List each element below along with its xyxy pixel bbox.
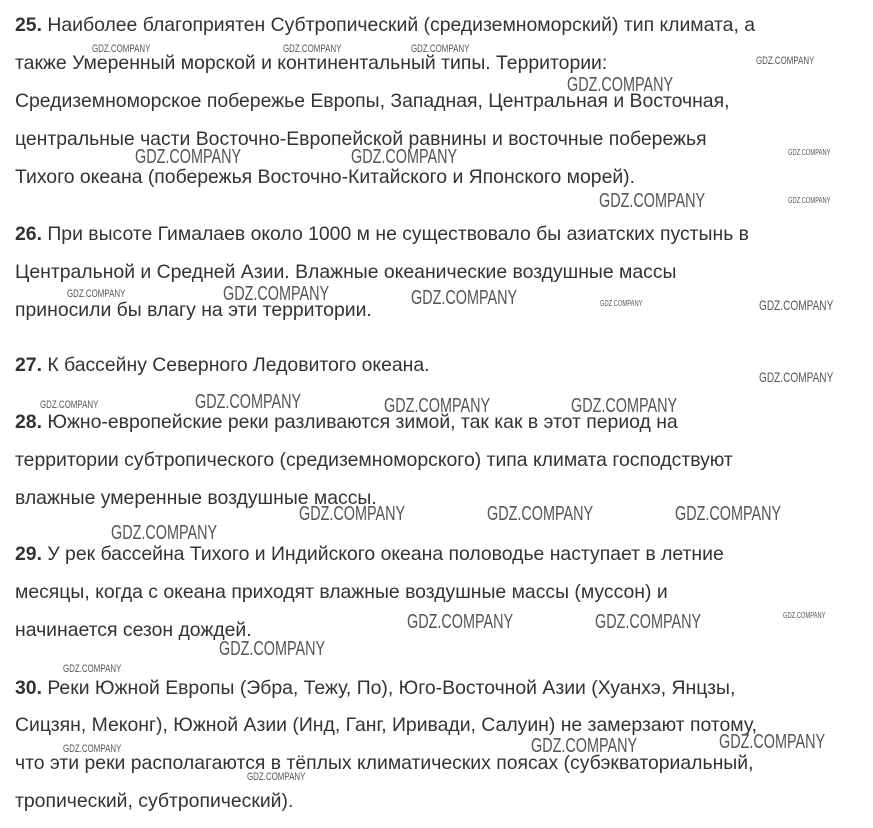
watermark: GDZ.COMPANY bbox=[571, 395, 678, 417]
watermark: GDZ.COMPANY bbox=[63, 663, 122, 675]
answer-25-line-1: 25. Наиболее благоприятен Субтропический (средиземноморский) тип климата, а bbox=[15, 14, 755, 36]
watermark: GDZ.COMPANY bbox=[195, 391, 302, 413]
watermark: GDZ.COMPANY bbox=[567, 74, 674, 96]
answer-26-line-3: приносили бы влагу на эти территории. bbox=[15, 299, 372, 321]
answer-25-number: 25. bbox=[15, 14, 42, 36]
answer-28-number: 28. bbox=[15, 411, 42, 433]
watermark: GDZ.COMPANY bbox=[675, 503, 782, 525]
watermark: GDZ.COMPANY bbox=[67, 288, 126, 300]
answer-26-line-1: 26. При высоте Гималаев около 1000 м не существовало бы азиатских пустынь в bbox=[15, 223, 749, 245]
watermark: GDZ.COMPANY bbox=[247, 771, 306, 783]
watermark: GDZ.COMPANY bbox=[63, 743, 122, 755]
answer-25-line-2: также Умеренный морской и континентальный типы. Территории: bbox=[15, 52, 608, 74]
answer-30-number: 30. bbox=[15, 677, 42, 699]
watermark: GDZ.COMPANY bbox=[223, 283, 330, 305]
watermark: GDZ.COMPANY bbox=[599, 190, 706, 212]
watermark: GDZ.COMPANY bbox=[719, 731, 826, 753]
watermark: GDZ.COMPANY bbox=[411, 43, 470, 55]
watermark: GDZ.COMPANY bbox=[759, 369, 834, 385]
watermark: GDZ.COMPANY bbox=[283, 43, 342, 55]
answer-29-line-3: начинается сезон дождей. bbox=[15, 619, 252, 641]
answer-30-line-2: Сицзян, Меконг), Южной Азии (Инд, Ганг, Иривади, Салуин) не замерзают потому, bbox=[15, 714, 758, 736]
answer-25-line-3: Средиземноморское побережье Европы, Западная, Центральная и Восточная, bbox=[15, 90, 730, 112]
answer-28-line-1: 28. Южно-европейские реки разливаются зимой, так как в этот период на bbox=[15, 411, 678, 433]
watermark: GDZ.COMPANY bbox=[531, 735, 638, 757]
watermark: GDZ.COMPANY bbox=[788, 196, 831, 205]
watermark: GDZ.COMPANY bbox=[40, 399, 99, 411]
watermark: GDZ.COMPANY bbox=[487, 503, 594, 525]
answer-26-line-2: Центральной и Средней Азии. Влажные океанические воздушные массы bbox=[15, 261, 677, 283]
answer-30-line-3: что эти реки располагаются в тёплых климатических поясах (субэкваториальный, bbox=[15, 752, 754, 774]
watermark: GDZ.COMPANY bbox=[111, 522, 218, 544]
watermark: GDZ.COMPANY bbox=[595, 611, 702, 633]
watermark: GDZ.COMPANY bbox=[299, 503, 406, 525]
watermark: GDZ.COMPANY bbox=[788, 148, 831, 157]
answer-30-line-1: 30. Реки Южной Европы (Эбра, Тежу, По), Юго-Восточной Азии (Хуанхэ, Янцзы, bbox=[15, 677, 736, 699]
answer-29-line-1: 29. У рек бассейна Тихого и Индийского океана половодье наступает в летние bbox=[15, 543, 724, 565]
answer-28-line-3: влажные умеренные воздушные массы. bbox=[15, 487, 377, 509]
watermark: GDZ.COMPANY bbox=[219, 638, 326, 660]
watermark: GDZ.COMPANY bbox=[351, 146, 458, 168]
watermark: GDZ.COMPANY bbox=[600, 299, 643, 308]
answer-29-line-2: месяцы, когда с океана приходят влажные воздушные массы (муссон) и bbox=[15, 581, 668, 603]
answer-28-line-2: территории субтропического (средиземноморского) типа климата господствуют bbox=[15, 449, 733, 471]
watermark: GDZ.COMPANY bbox=[407, 611, 514, 633]
watermark: GDZ.COMPANY bbox=[783, 611, 826, 620]
watermark: GDZ.COMPANY bbox=[135, 146, 242, 168]
answer-26-number: 26. bbox=[15, 223, 42, 245]
answer-25-line-5: Тихого океана (побережья Восточно-Китайского и Японского морей). bbox=[15, 166, 636, 188]
answer-29-number: 29. bbox=[15, 543, 42, 565]
watermark: GDZ.COMPANY bbox=[92, 43, 151, 55]
answer-27-line-1: 27. К бассейну Северного Ледовитого океана. bbox=[15, 354, 430, 376]
answer-30-line-4: тропический, субтропический). bbox=[15, 790, 294, 812]
answer-25-line-4: центральные части Восточно-Европейской равнины и восточные побережья bbox=[15, 128, 707, 150]
answer-27-number: 27. bbox=[15, 354, 42, 376]
watermark: GDZ.COMPANY bbox=[384, 395, 491, 417]
watermark: GDZ.COMPANY bbox=[756, 55, 815, 67]
watermark: GDZ.COMPANY bbox=[411, 287, 518, 309]
watermark: GDZ.COMPANY bbox=[759, 297, 834, 313]
